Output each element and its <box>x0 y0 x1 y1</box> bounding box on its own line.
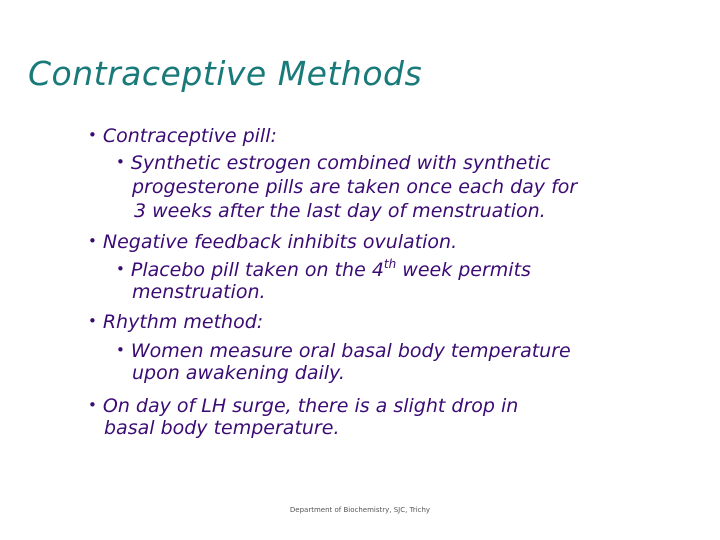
bullet-text: Contraceptive pill: <box>102 125 277 147</box>
bullet-text: Synthetic estrogen combined with synthetic <box>130 152 551 174</box>
sub-bullet-placebo-pill <box>116 256 531 284</box>
bullet-icon: • <box>88 396 97 414</box>
bullet-icon: • <box>88 312 97 330</box>
bullet-icon: • <box>88 126 97 144</box>
bullet-icon: • <box>116 341 125 359</box>
bullet-text: Negative feedback inhibits ovulation. <box>102 231 458 253</box>
bullet-icon: • <box>116 260 125 278</box>
bullet-icon: • <box>116 153 125 171</box>
bullet-contraceptive-pill <box>88 122 277 150</box>
slide-footer: Department of Biochemistry, SJC, Trichy <box>289 506 431 514</box>
bullet-text: Rhythm method: <box>102 311 264 333</box>
sub-bullet-basal-temperature <box>116 337 571 365</box>
sub-bullet-synthetic-estrogen <box>116 149 551 177</box>
bullet-negative-feedback <box>88 228 457 256</box>
slide-title: Contraceptive Methods <box>28 54 423 93</box>
bullet-lh-surge <box>88 392 518 420</box>
bullet-text: Placebo pill taken on the 4 <box>130 259 384 281</box>
bullet-text: Women measure oral basal body temperature <box>130 340 571 362</box>
bullet-continuation: basal body temperature. <box>104 417 340 439</box>
bullet-icon: • <box>88 232 97 250</box>
bullet-rhythm-method <box>88 308 263 336</box>
sub-bullet-continuation: 3 weeks after the last day of menstruation. <box>134 200 546 222</box>
sub-bullet-continuation: upon awakening daily. <box>132 362 345 384</box>
sub-bullet-continuation: progesterone pills are taken once each day for <box>132 176 578 198</box>
sub-bullet-continuation: menstruation. <box>132 281 266 303</box>
bullet-text: On day of LH surge, there is a slight drop in <box>102 395 519 417</box>
superscript: th <box>383 257 397 271</box>
bullet-text: week permits <box>396 259 531 281</box>
